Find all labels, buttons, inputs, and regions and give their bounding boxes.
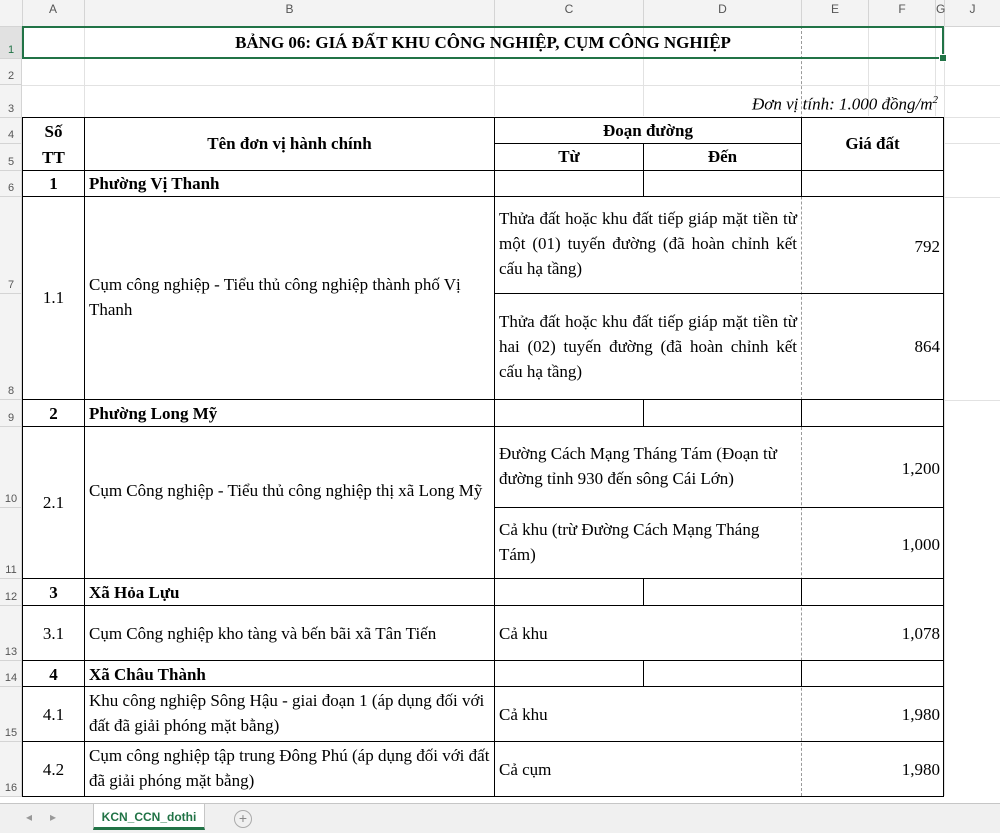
row-2-1-desc-a[interactable]: Đường Cách Mạng Tháng Tám (Đoạn từ đường tỉnh 930 đến sông Cái Lớn) bbox=[499, 444, 777, 488]
row-2-1-desc-b[interactable]: Cả khu (trừ Đường Cách Mạng Tháng Tám) bbox=[499, 520, 760, 564]
row-4-1-desc[interactable]: Cả khu bbox=[499, 705, 548, 724]
column-header-c[interactable]: C bbox=[495, 0, 644, 26]
column-header-e[interactable]: E bbox=[802, 0, 869, 26]
header-road-segment[interactable]: Đoạn đường bbox=[602, 121, 693, 140]
row-header-10[interactable]: 10 bbox=[0, 427, 22, 508]
row-header-8[interactable]: 8 bbox=[0, 294, 22, 400]
row-1-1-no[interactable]: 1.1 bbox=[42, 288, 65, 307]
row-1-1-price-a[interactable]: 792 bbox=[914, 237, 940, 256]
row-header-14[interactable]: 14 bbox=[0, 661, 22, 687]
row-header-15[interactable]: 15 bbox=[0, 687, 22, 742]
column-header-b[interactable]: B bbox=[85, 0, 495, 26]
column-header-j[interactable]: J bbox=[969, 2, 976, 16]
row-header-13[interactable]: 13 bbox=[0, 606, 22, 661]
row-header-5[interactable]: 5 bbox=[0, 144, 22, 171]
row-1-1-name[interactable]: Cụm công nghiệp - Tiểu thủ công nghiệp thành phố Vị Thanh bbox=[89, 275, 461, 319]
row-3-1-name[interactable]: Cụm Công nghiệp kho tàng và bến bãi xã Tân Tiến bbox=[89, 624, 437, 643]
sheet-tab-kcn-ccn-dothi[interactable]: KCN_CCN_dothi bbox=[93, 804, 205, 830]
group-4-name[interactable]: Xã Châu Thành bbox=[89, 665, 206, 684]
column-header-d[interactable]: D bbox=[644, 0, 802, 26]
row-1-1-price-b[interactable]: 864 bbox=[914, 337, 940, 356]
row-4-2-no[interactable]: 4.2 bbox=[42, 760, 65, 779]
row-2-1-no[interactable]: 2.1 bbox=[42, 493, 65, 512]
column-header-bar bbox=[0, 0, 1000, 27]
row-header-11[interactable]: 11 bbox=[0, 508, 22, 579]
row-3-1-desc[interactable]: Cả khu bbox=[499, 624, 548, 643]
selected-cell-range[interactable] bbox=[22, 26, 944, 59]
sheet-title[interactable]: BẢNG 06: GIÁ ĐẤT KHU CÔNG NGHIỆP, CỤM CÔNG NGHIỆP bbox=[235, 33, 731, 52]
row-header-3[interactable]: 3 bbox=[0, 85, 22, 118]
group-1-no[interactable]: 1 bbox=[49, 174, 58, 193]
row-4-1-no[interactable]: 4.1 bbox=[42, 705, 65, 724]
row-2-1-price-b[interactable]: 1,000 bbox=[901, 535, 940, 554]
unit-label[interactable]: Đơn vị tính: 1.000 đồng/$m^2$ bbox=[752, 94, 938, 114]
fill-handle[interactable] bbox=[939, 54, 947, 62]
group-4-no[interactable]: 4 bbox=[49, 665, 58, 684]
row-1-1-desc-b[interactable]: Thửa đất hoặc khu đất tiếp giáp mặt tiền từ hai (02) tuyến đường (đã hoàn chỉnh kết cấu hạ tầng) bbox=[499, 312, 797, 381]
group-2-no[interactable]: 2 bbox=[49, 404, 58, 423]
group-2-name[interactable]: Phường Long Mỹ bbox=[89, 404, 218, 423]
row-header-16[interactable]: 16 bbox=[0, 742, 22, 797]
row-header-4[interactable]: 4 bbox=[0, 118, 22, 144]
group-3-name[interactable]: Xã Hỏa Lựu bbox=[89, 583, 180, 602]
row-1-1-desc-a[interactable]: Thửa đất hoặc khu đất tiếp giáp mặt tiền từ một (01) tuyến đường (đã hoàn chỉnh kết cấu hạ tầng) bbox=[499, 209, 797, 278]
row-4-1-name[interactable]: Khu công nghiệp Sông Hậu - giai đoạn 1 (áp dụng đối với đất đã giải phóng mặt bằng) bbox=[89, 691, 485, 735]
select-all-corner[interactable] bbox=[0, 0, 23, 26]
row-header-2[interactable]: 2 bbox=[0, 59, 22, 85]
next-sheet-icon[interactable]: ▸ bbox=[50, 810, 57, 824]
header-land-price[interactable]: Giá đất bbox=[845, 134, 900, 153]
row-2-1-name[interactable]: Cụm Công nghiệp - Tiểu thủ công nghiệp thị xã Long Mỹ bbox=[89, 481, 483, 500]
header-admin-unit[interactable]: Tên đơn vị hành chính bbox=[207, 134, 372, 153]
row-4-2-desc[interactable]: Cả cụm bbox=[499, 760, 552, 779]
prev-sheet-icon[interactable]: ◂ bbox=[26, 810, 33, 824]
sheet-tab-bar bbox=[0, 803, 1000, 833]
row-4-2-price[interactable]: 1,980 bbox=[901, 760, 940, 779]
header-stt-line1[interactable]: Số bbox=[44, 122, 63, 141]
header-to[interactable]: Đến bbox=[707, 147, 738, 166]
row-3-1-no[interactable]: 3.1 bbox=[42, 624, 65, 643]
row-2-1-price-a[interactable]: 1,200 bbox=[901, 459, 940, 478]
row-4-1-price[interactable]: 1,980 bbox=[901, 705, 940, 724]
group-1-name[interactable]: Phường Vị Thanh bbox=[89, 174, 220, 193]
header-stt-line2[interactable]: TT bbox=[42, 148, 65, 167]
column-header-g[interactable]: G bbox=[936, 0, 945, 26]
row-4-2-name[interactable]: Cụm công nghiệp tập trung Đông Phú (áp dụng đối với đất đã giải phóng mặt bằng) bbox=[89, 746, 490, 790]
row-3-1-price[interactable]: 1,078 bbox=[901, 624, 940, 643]
group-3-no[interactable]: 3 bbox=[49, 583, 58, 602]
row-header-9[interactable]: 9 bbox=[0, 400, 22, 427]
row-header-12[interactable]: 12 bbox=[0, 579, 22, 606]
column-header-a[interactable]: A bbox=[22, 0, 85, 26]
column-header-f[interactable]: F bbox=[869, 0, 936, 26]
row-header-6[interactable]: 6 bbox=[0, 171, 22, 197]
row-header-1[interactable]: 1 bbox=[0, 27, 22, 59]
header-from[interactable]: Từ bbox=[558, 147, 580, 166]
row-header-7[interactable]: 7 bbox=[0, 197, 22, 294]
add-sheet-icon[interactable]: + bbox=[234, 810, 252, 828]
